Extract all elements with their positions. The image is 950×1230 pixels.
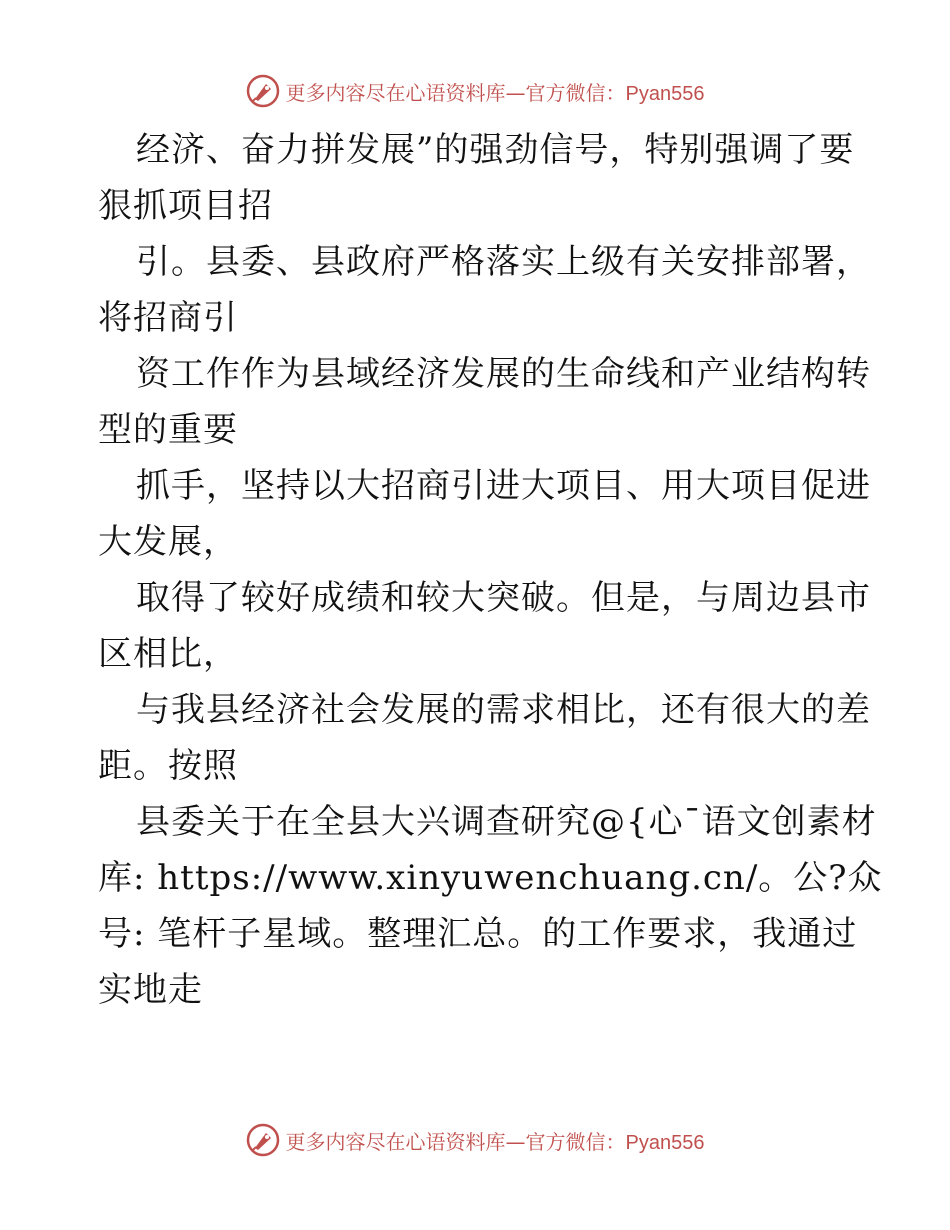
footer-wechat-id: Pyan556	[625, 1131, 705, 1154]
footer-brand: 更多内容尽在心语资料库	[285, 1129, 506, 1154]
footer-separator: —	[505, 1129, 526, 1154]
body-line: 取得了较好成绩和较大突破。但是，与周边县市	[136, 578, 871, 618]
body-line: 引。县委、县政府严格落实上级有关安排部署，	[136, 242, 871, 282]
body-line: 实地走	[98, 970, 203, 1010]
footer-wechat-label: 官方微信：	[525, 1129, 626, 1154]
body-line: 经济、奋力拼发展”的强劲信号，特别强调了要	[136, 130, 855, 170]
body-line: 号: 笔杆子星域。整理汇总。的工作要求，我通过	[98, 914, 858, 954]
header-wechat-label: 官方微信：	[525, 80, 626, 105]
pen-nib-logo-icon	[246, 1123, 280, 1157]
body-line: 与我县经济社会发展的需求相比，还有很大的差	[136, 690, 871, 730]
body-line: 型的重要	[98, 410, 238, 450]
footer-banner-text	[286, 1126, 705, 1155]
body-line: 区相比，	[98, 634, 238, 674]
body-line: 库: https://www.xinyuwenchuang.cn/。公?众	[98, 858, 883, 898]
footer-banner	[0, 1120, 950, 1160]
body-line: 狠抓项目招	[98, 186, 273, 226]
body-line: 抓手，坚持以大招商引进大项目、用大项目促进	[136, 466, 871, 506]
body-line: 资工作作为县域经济发展的生命线和产业结构转	[136, 354, 871, 394]
body-line: 将招商引	[98, 298, 238, 338]
body-line: 大发展，	[98, 522, 238, 562]
document-body	[98, 122, 883, 1018]
header-banner	[0, 71, 950, 111]
pen-nib-logo-icon	[246, 74, 280, 108]
body-line: 县委关于在全县大兴调查研究@{心¯语文创素材	[136, 802, 877, 842]
body-line: 距。按照	[98, 746, 238, 786]
header-wechat-id: Pyan556	[625, 82, 705, 105]
header-separator: —	[505, 80, 526, 105]
header-banner-text	[286, 77, 705, 106]
header-brand: 更多内容尽在心语资料库	[285, 80, 506, 105]
